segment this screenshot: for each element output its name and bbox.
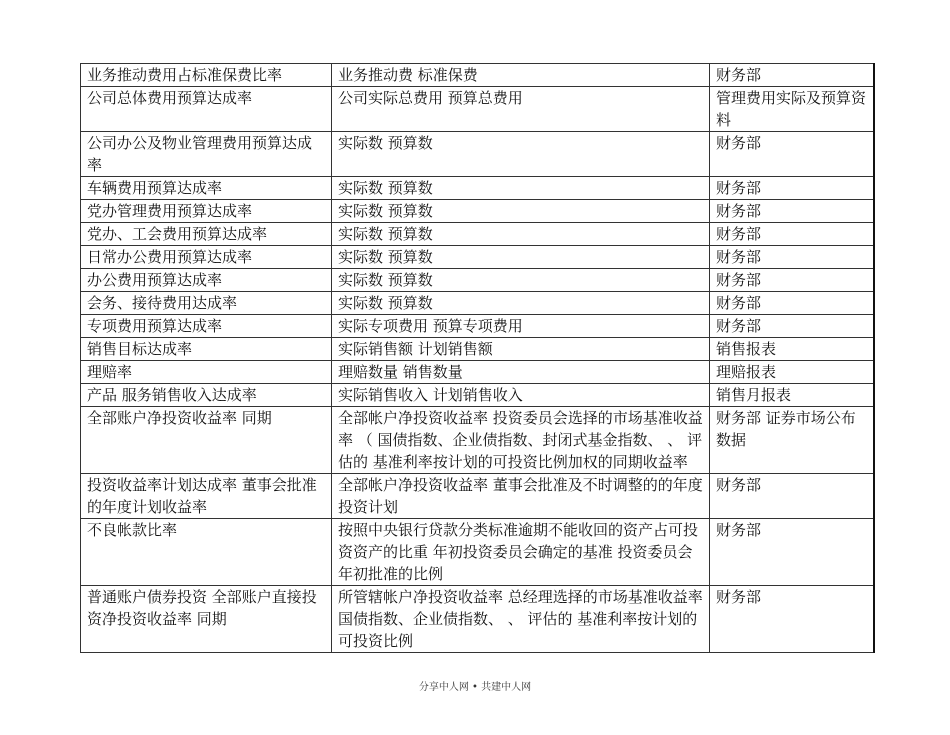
table-row: [81, 338, 875, 361]
source-cell: 销售报表: [710, 338, 875, 361]
indicator-cell: 车辆费用预算达成率: [81, 177, 332, 200]
table-row: [81, 586, 875, 653]
formula-cell: 按照中央银行贷款分类标准逾期不能收回的资产占可投资资产的比重 年初投资委员会确定的基准 投资委员会年初批准的比例: [332, 519, 710, 586]
table-row: [81, 474, 875, 519]
formula-cell: 实际数 预算数: [332, 269, 710, 292]
indicator-cell: 投资收益率计划达成率 董事会批准的年度计划收益率: [81, 474, 332, 519]
indicator-cell: 全部账户净投资收益率 同期: [81, 407, 332, 474]
indicator-cell: 产品 服务销售收入达成率: [81, 384, 332, 407]
source-cell: 财务部: [710, 292, 875, 315]
table-body: [81, 64, 875, 653]
indicator-cell: 办公费用预算达成率: [81, 269, 332, 292]
table-row: [81, 361, 875, 384]
formula-cell: 实际数 预算数: [332, 223, 710, 246]
formula-cell: 实际数 预算数: [332, 132, 710, 177]
indicator-cell: 普通账户债券投资 全部账户直接投资净投资收益率 同期: [81, 586, 332, 653]
table-row: [81, 64, 875, 87]
indicator-cell: 销售目标达成率: [81, 338, 332, 361]
formula-cell: 实际数 预算数: [332, 246, 710, 269]
indicator-cell: 党办管理费用预算达成率: [81, 200, 332, 223]
table-row: [81, 384, 875, 407]
indicator-cell: 日常办公费用预算达成率: [81, 246, 332, 269]
indicator-cell: 公司办公及物业管理费用预算达成率: [81, 132, 332, 177]
source-cell: 财务部 证券市场公布数据: [710, 407, 875, 474]
table-row: [81, 407, 875, 474]
indicator-cell: 公司总体费用预算达成率: [81, 87, 332, 132]
indicator-cell: 会务、接待费用达成率: [81, 292, 332, 315]
table-row: [81, 292, 875, 315]
source-cell: 财务部: [710, 474, 875, 519]
table-row: [81, 200, 875, 223]
source-cell: 理赔报表: [710, 361, 875, 384]
formula-cell: 全部帐户净投资收益率 董事会批准及不时调整的的年度投资计划: [332, 474, 710, 519]
indicator-cell: 业务推动费用占标准保费比率: [81, 64, 332, 87]
indicator-cell: 专项费用预算达成率: [81, 315, 332, 338]
source-cell: 财务部: [710, 132, 875, 177]
source-cell: 财务部: [710, 200, 875, 223]
formula-cell: 实际数 预算数: [332, 200, 710, 223]
indicator-cell: 不良帐款比率: [81, 519, 332, 586]
formula-cell: 实际数 预算数: [332, 292, 710, 315]
indicator-table: [80, 63, 875, 653]
source-cell: 财务部: [710, 315, 875, 338]
formula-cell: 实际销售额 计划销售额: [332, 338, 710, 361]
source-cell: 财务部: [710, 177, 875, 200]
formula-cell: 公司实际总费用 预算总费用: [332, 87, 710, 132]
indicator-cell: 理赔率: [81, 361, 332, 384]
formula-cell: 实际销售收入 计划销售收入: [332, 384, 710, 407]
formula-cell: 实际专项费用 预算专项费用: [332, 315, 710, 338]
formula-cell: 所管辖帐户净投资收益率 总经理选择的市场基准收益率 国债指数、企业债指数、 、 评估的 基准利率按计划的可投资比例: [332, 586, 710, 653]
source-cell: 财务部: [710, 586, 875, 653]
source-cell: 财务部: [710, 519, 875, 586]
source-cell: 财务部: [710, 64, 875, 87]
source-cell: 财务部: [710, 246, 875, 269]
formula-cell: 理赔数量 销售数量: [332, 361, 710, 384]
table-row: [81, 269, 875, 292]
table-row: [81, 87, 875, 132]
table-row: [81, 519, 875, 586]
source-cell: 管理费用实际及预算资料: [710, 87, 875, 132]
formula-cell: 业务推动费 标准保费: [332, 64, 710, 87]
source-cell: 财务部: [710, 223, 875, 246]
table-row: [81, 246, 875, 269]
table-row: [81, 177, 875, 200]
table-row: [81, 223, 875, 246]
table-row: [81, 132, 875, 177]
formula-cell: 全部帐户净投资收益率 投资委员会选择的市场基准收益率 （ 国债指数、企业债指数、封闭式基金指数、 、 评估的 基准利率按计划的可投资比例加权的同期收益率: [332, 407, 710, 474]
table-row: [81, 315, 875, 338]
indicator-cell: 党办、工会费用预算达成率: [81, 223, 332, 246]
page-footer: 分享中人网 • 共建中人网: [418, 682, 532, 693]
source-cell: 财务部: [710, 269, 875, 292]
source-cell: 销售月报表: [710, 384, 875, 407]
formula-cell: 实际数 预算数: [332, 177, 710, 200]
